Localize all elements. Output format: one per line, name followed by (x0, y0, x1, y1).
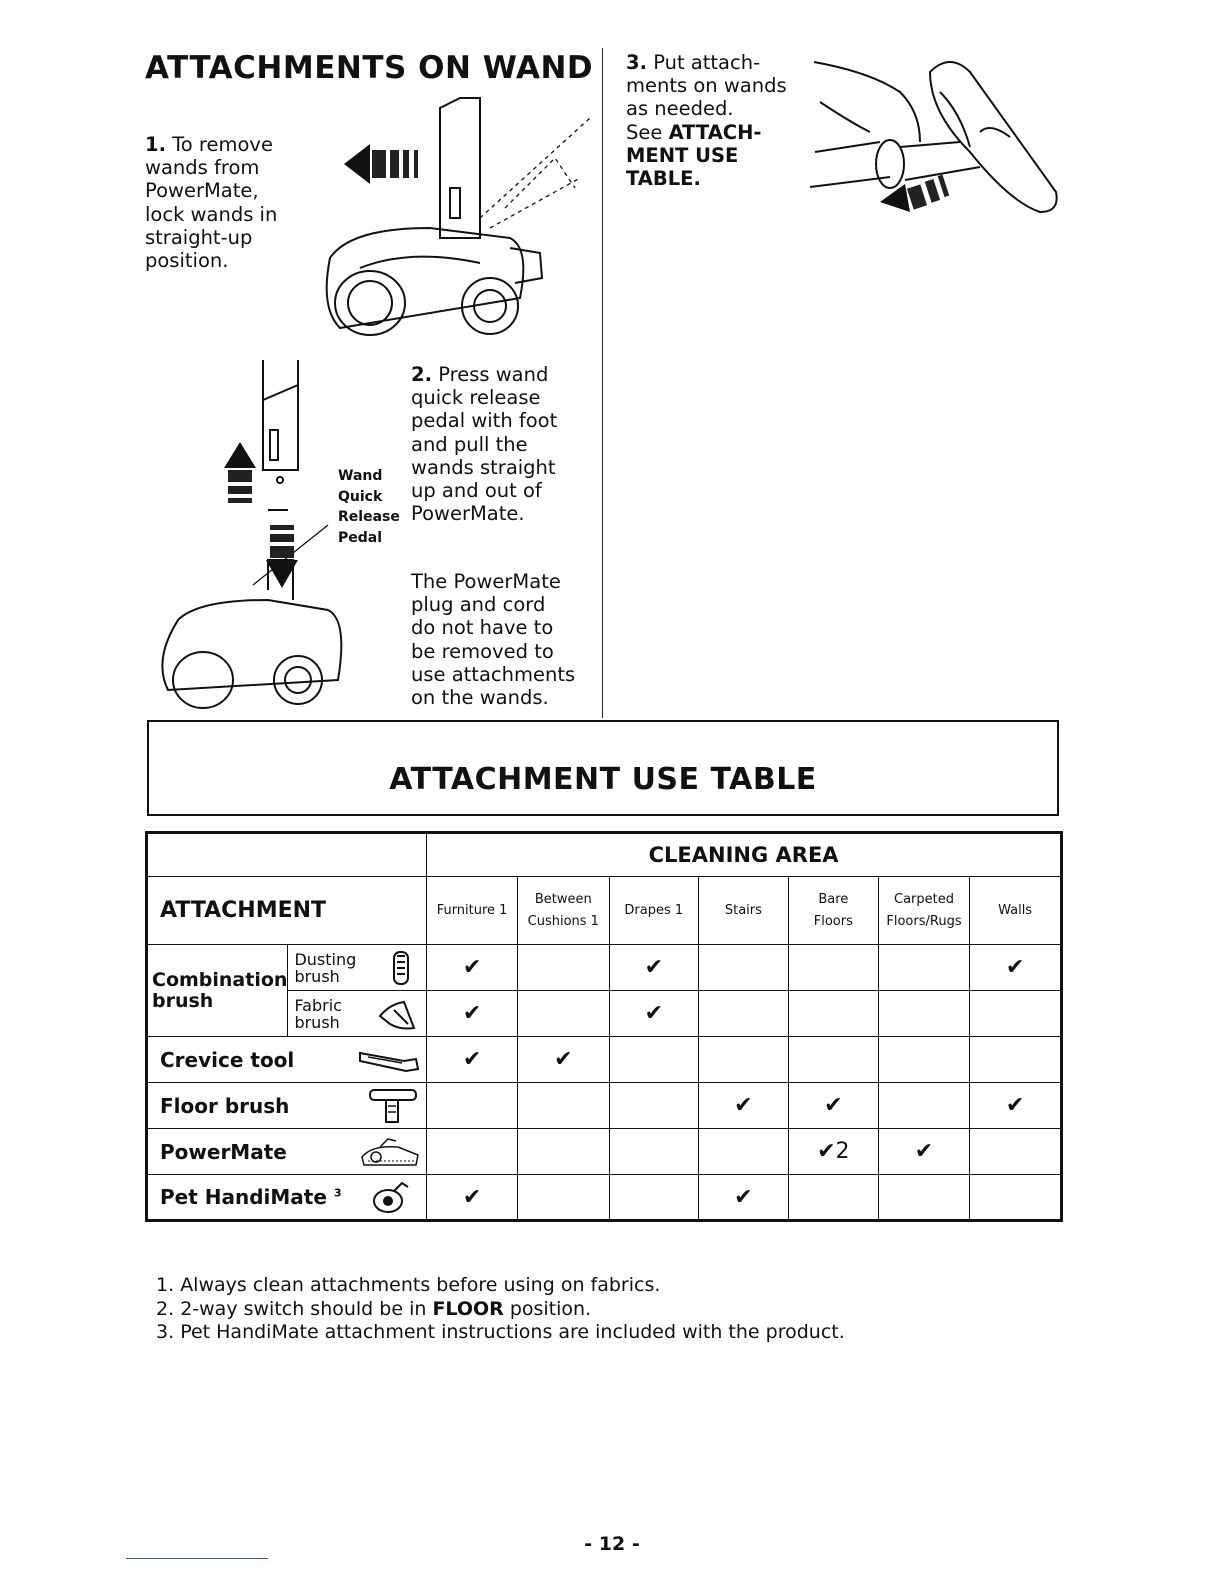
check-cell: ✔ (609, 945, 698, 991)
check-cell (698, 1037, 788, 1083)
col-header-stairs: Stairs (698, 877, 788, 945)
check-cell (788, 991, 878, 1037)
footer-rule (126, 1558, 268, 1559)
check-cell (788, 945, 878, 991)
step1-text: 1. To remove wands from PowerMate, lock wands in straight-up position. (145, 133, 278, 273)
table-title: ATTACHMENT USE TABLE (389, 762, 817, 797)
check-cell: ✔ (698, 1083, 788, 1129)
footnote-2: 2. 2-way switch should be in FLOOR position. (156, 1297, 592, 1320)
powermate-label: PowerMate (147, 1129, 427, 1175)
left-arrow-icon (344, 144, 418, 184)
check-cell: ✔2 (788, 1129, 878, 1175)
check-cell (878, 1083, 969, 1129)
check-cell (609, 1129, 698, 1175)
check-cell (878, 1175, 969, 1221)
check-cell: ✔ (698, 1175, 788, 1221)
check-cell (609, 1083, 698, 1129)
attachment-header: ATTACHMENT (147, 877, 427, 945)
check-cell (970, 1037, 1062, 1083)
check-cell: ✔ (427, 945, 518, 991)
check-cell (517, 945, 609, 991)
dusting-brush-label: Dusting brush (288, 945, 427, 991)
check-cell: ✔ (427, 1037, 518, 1083)
check-cell (517, 1083, 609, 1129)
check-cell: ✔ (427, 991, 518, 1037)
check-cell (970, 991, 1062, 1037)
left-arrow-icon (880, 175, 949, 212)
attachment-use-table (145, 831, 1063, 1222)
col-header-bare-floors: Bare Floors (788, 877, 878, 945)
footnote-1: 1. Always clean attachments before using on fabrics. (156, 1274, 661, 1296)
step2-note: The PowerMate plug and cord do not have to be removed to use attachments on the wands. (411, 570, 576, 710)
fabric-brush-label: Fabric brush (288, 991, 427, 1037)
check-cell (517, 1129, 609, 1175)
check-cell (517, 1175, 609, 1221)
footnote-3: 3. Pet HandiMate attachment instructions are included with the product. (156, 1321, 845, 1343)
floor-brush-icon (364, 1086, 420, 1126)
attach-brush-illustration (810, 52, 1066, 222)
powermate-icon (358, 1135, 422, 1169)
pet-handimate-icon (368, 1179, 412, 1215)
check-cell (878, 1037, 969, 1083)
wand-removal-illustration (310, 88, 600, 348)
step1-number: 1. (145, 133, 166, 156)
fabric-brush-icon (376, 994, 420, 1034)
check-cell (878, 945, 969, 991)
pet-handimate-label: Pet HandiMate $^3$ (147, 1175, 427, 1221)
check-cell (698, 945, 788, 991)
section-title: ATTACHMENTS ON WAND (145, 50, 594, 86)
floor-brush-label: Floor brush (147, 1083, 427, 1129)
check-cell (698, 1129, 788, 1175)
col-header-walls: Walls (970, 877, 1062, 945)
check-cell: ✔ (878, 1129, 969, 1175)
check-cell (427, 1129, 518, 1175)
check-cell (609, 1037, 698, 1083)
check-cell: ✔ (517, 1037, 609, 1083)
check-cell (517, 991, 609, 1037)
step2-text: 2. Press wand quick release pedal with foot and pull the wands straight up and out of PowerMate. (411, 363, 558, 526)
crevice-tool-icon (358, 1047, 422, 1073)
page-number: - 12 - (584, 1533, 640, 1555)
step3-number: 3. (626, 51, 647, 74)
col-header-furniture: Furniture 1 (427, 877, 518, 945)
footnotes (156, 1274, 845, 1345)
check-cell (970, 1175, 1062, 1221)
step3-text: 3. Put attach- ments on wands as needed. See ATTACH- MENT USE TABLE. (626, 51, 787, 191)
check-cell: ✔ (970, 945, 1062, 991)
step2-number: 2. (411, 363, 432, 386)
pedal-label: Wand Quick Release Pedal (338, 468, 400, 546)
check-cell: ✔ (609, 991, 698, 1037)
check-cell (427, 1083, 518, 1129)
check-cell: ✔ (788, 1083, 878, 1129)
crevice-tool-label: Crevice tool (147, 1037, 427, 1083)
column-divider (602, 48, 603, 718)
table-corner (147, 833, 427, 877)
check-cell: ✔ (970, 1083, 1062, 1129)
col-header-drapes: Drapes 1 (609, 877, 698, 945)
cleaning-area-header: CLEANING AREA (427, 833, 1062, 877)
combination-brush-label: Combination brush (147, 945, 288, 1037)
col-header-between-cushions: Between Cushions 1 (517, 877, 609, 945)
check-cell (788, 1037, 878, 1083)
col-header-carpeted-floors: Carpeted Floors/Rugs (878, 877, 969, 945)
check-cell (609, 1175, 698, 1221)
check-cell (788, 1175, 878, 1221)
check-cell (698, 991, 788, 1037)
dusting-brush-icon (386, 948, 416, 988)
table-title-box (147, 720, 1059, 816)
check-cell (878, 991, 969, 1037)
up-arrow-icon (224, 442, 256, 503)
check-cell (970, 1129, 1062, 1175)
check-cell: ✔ (427, 1175, 518, 1221)
